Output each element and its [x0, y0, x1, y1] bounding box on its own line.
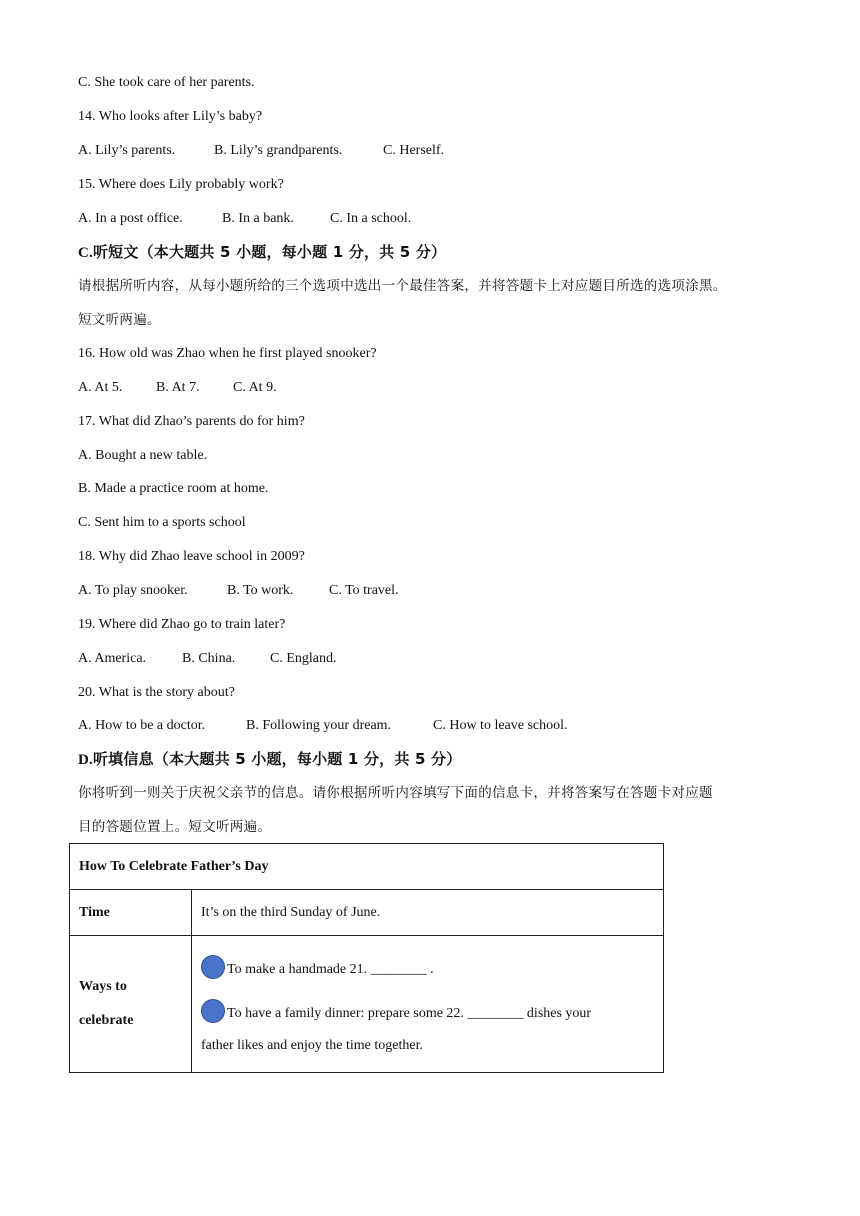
info-card-table: [69, 843, 664, 1073]
option-c: C. At 9.: [233, 380, 277, 395]
question-17: 17. What did Zhao’s parents do for him?: [78, 414, 305, 429]
option-b: B. To work.: [227, 583, 294, 598]
question-14: 14. Who looks after Lily’s baby?: [78, 109, 263, 124]
question-18-options: [78, 582, 399, 600]
option-b: B. Following your dream.: [246, 718, 392, 733]
option-a: A. In a post office.: [78, 211, 183, 226]
question-18: 18. Why did Zhao leave school in 2009?: [78, 549, 305, 564]
question-14-options: [78, 142, 444, 160]
section-d-heading: [78, 750, 461, 769]
info-card-time-row: [70, 890, 664, 936]
way-2-text: To have a family dinner: prepare some 22. ________ dishes your: [227, 1006, 592, 1021]
section-c-title: 听短文（本大题共 5 小题，每小题 1 分，共 5 分）: [92, 243, 447, 261]
option-c: C. Herself.: [383, 143, 445, 158]
info-card-title-row: [70, 844, 664, 890]
section-c-heading: [78, 243, 446, 262]
ways-label-line2: celebrate: [79, 1013, 134, 1028]
ways-label-cell: [70, 936, 192, 1073]
question-15: 15. Where does Lily probably work?: [78, 177, 284, 192]
section-c-instruction: 请根据所听内容，从每小题所给的三个选项中选出一个最佳答案，并将答题卡上对应题目所选的选项涂黑。: [78, 278, 727, 294]
ways-cell: [192, 936, 664, 1073]
blue-circle-bullet-icon: [201, 955, 225, 979]
time-label: Time: [70, 890, 192, 936]
option-a: A. To play snooker.: [78, 583, 188, 598]
question-16-options: [78, 379, 277, 397]
option-a: A. How to be a doctor.: [78, 718, 206, 733]
ways-label-line1: Ways to: [79, 979, 127, 994]
option-c: C. England.: [270, 651, 337, 666]
question-19-options: [78, 650, 337, 668]
info-card-ways-row: [70, 936, 664, 1073]
question-19: 19. Where did Zhao go to train later?: [78, 617, 286, 632]
section-d-title: 听填信息（本大题共 5 小题，每小题 1 分，共 5 分）: [92, 750, 462, 768]
blue-circle-bullet-icon: [201, 999, 225, 1023]
option-c: C. In a school.: [330, 211, 412, 226]
way-item-2: [201, 999, 654, 1023]
option-b: B. At 7.: [156, 380, 200, 395]
way-1-text: To make a handmade 21. ________ .: [227, 962, 434, 977]
section-d-instruction-cont: 目的答题位置上。短文听两遍。: [78, 819, 272, 835]
option-b: B. China.: [182, 651, 236, 666]
option-c: C. How to leave school.: [433, 718, 568, 733]
way-item-1: [201, 955, 654, 979]
section-c-instruction-cont: 短文听两遍。: [78, 312, 161, 328]
question-20: 20. What is the story about?: [78, 685, 235, 700]
question-15-options: [78, 210, 411, 228]
section-c-prefix: C.: [78, 245, 93, 261]
question-17-option-c: C. Sent him to a sports school: [78, 515, 246, 530]
q13-option-c: C. She took care of her parents.: [78, 75, 255, 90]
option-a: A. Lily’s parents.: [78, 143, 176, 158]
time-value: It’s on the third Sunday of June.: [192, 890, 664, 936]
info-card-title: How To Celebrate Father’s Day: [70, 844, 664, 890]
question-16: 16. How old was Zhao when he first played snooker?: [78, 346, 377, 361]
option-c: C. To travel.: [329, 583, 399, 598]
option-b: B. Lily’s grandparents.: [214, 143, 343, 158]
question-20-options: [78, 717, 568, 735]
section-d-prefix: D.: [78, 752, 93, 768]
option-b: B. In a bank.: [222, 211, 294, 226]
option-a: A. At 5.: [78, 380, 123, 395]
question-17-option-a: A. Bought a new table.: [78, 448, 208, 463]
option-a: A. America.: [78, 651, 147, 666]
question-17-option-b: B. Made a practice room at home.: [78, 481, 269, 496]
way-2-text-cont: father likes and enjoy the time together.: [201, 1038, 423, 1053]
section-d-instruction: 你将听到一则关于庆祝父亲节的信息。请你根据所听内容填写下面的信息卡，并将答案写在答题卡对应题: [78, 785, 713, 801]
